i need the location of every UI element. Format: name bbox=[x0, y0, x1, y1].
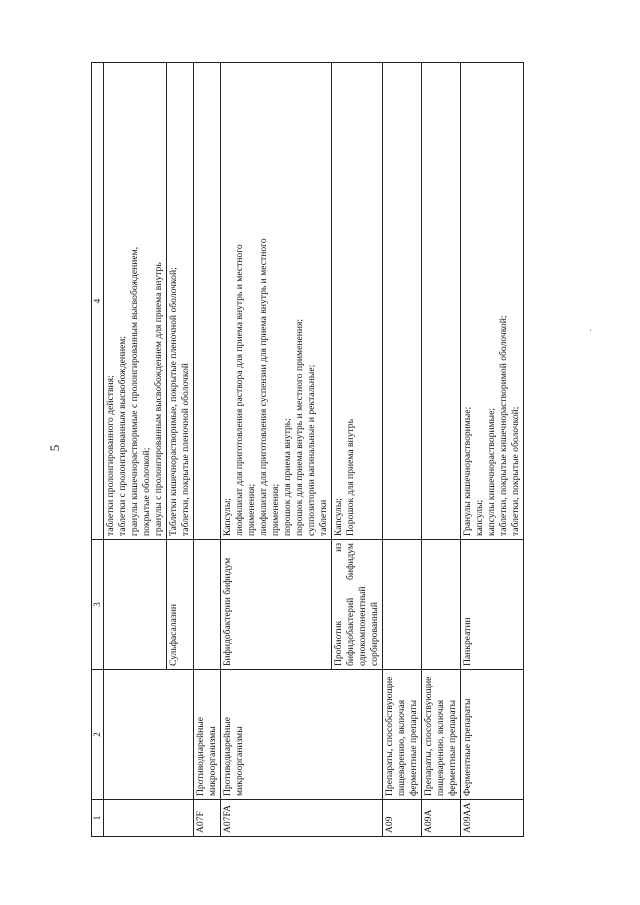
forms-cell bbox=[221, 63, 332, 540]
form-line: таблетки bbox=[317, 499, 329, 536]
page-number: 5 bbox=[47, 444, 62, 452]
table-row bbox=[421, 63, 460, 837]
form-line: Гранулы кишечнорастворимые; bbox=[461, 406, 473, 536]
drug-cell bbox=[382, 540, 421, 670]
header-col-1: 1 bbox=[92, 800, 104, 837]
drug-cell bbox=[421, 540, 460, 670]
form-line: таблетки, покрытые пленочной оболочкой bbox=[180, 363, 192, 536]
table-header-row bbox=[92, 63, 104, 837]
code-cell: A09AA bbox=[460, 800, 523, 837]
form-line: капсулы; bbox=[473, 499, 485, 536]
form-line: применения; bbox=[270, 483, 282, 536]
header-col-4: 4 bbox=[92, 63, 104, 540]
group-cell: Противодиарейные микроорганизмы bbox=[194, 670, 221, 800]
code-cell: A07FA bbox=[221, 800, 383, 837]
form-line: гранулы с пролонгированным высвобождением для приема внутрь bbox=[153, 262, 165, 536]
scan-mark: ' bbox=[590, 328, 592, 337]
form-line: Порошок для приема внутрь bbox=[344, 419, 356, 536]
table-row bbox=[382, 63, 421, 837]
form-line: лиофилизат для приготовления суспензии для приема внутрь и местного bbox=[258, 238, 270, 536]
drug-cell: Пробиотик из бифидобактерий бифидум однокомпонентный сорбированный bbox=[331, 540, 382, 670]
forms-cell bbox=[382, 63, 421, 540]
table-row bbox=[221, 63, 332, 837]
form-line: таблетки пролонгированного действия; bbox=[105, 375, 117, 536]
table-row bbox=[104, 63, 167, 837]
form-line: суппозитории вагинальные и ректальные; bbox=[306, 364, 317, 536]
drug-cell bbox=[194, 540, 221, 670]
form-line: покрытые оболочкой; bbox=[141, 447, 153, 536]
drug-cell bbox=[104, 540, 167, 670]
document-table-region bbox=[91, 62, 525, 837]
group-cell: Препараты, способствующие пищеварению, включая ферментные препараты bbox=[382, 670, 421, 800]
form-line: Таблетки кишечнорастворимые, покрытые пленочной оболочкой; bbox=[168, 267, 180, 536]
group-cell: Ферментные препараты bbox=[460, 670, 523, 800]
rotated-table-container bbox=[91, 62, 525, 837]
table-row bbox=[194, 63, 221, 837]
code-cell: A09A bbox=[421, 800, 460, 837]
drug-cell: Бифидобактерии бифидум bbox=[221, 540, 332, 670]
group-cell bbox=[104, 670, 194, 800]
group-cell: Препараты, способствующие пищеварению, включая ферментные препараты bbox=[421, 670, 460, 800]
forms-cell bbox=[421, 63, 460, 540]
code-cell: A07F bbox=[194, 800, 221, 837]
drug-cell: Сульфасалазин bbox=[167, 540, 194, 670]
form-line: капсулы кишечнорастворимые; bbox=[485, 407, 497, 536]
form-line: гранулы кишечнорастворимые с пролонгированным высвобождением, bbox=[129, 246, 141, 536]
header-col-3: 3 bbox=[92, 540, 104, 670]
drug-cell: Панкреатин bbox=[460, 540, 523, 670]
forms-cell bbox=[104, 63, 167, 540]
drug-table bbox=[91, 62, 524, 837]
forms-cell bbox=[460, 63, 523, 540]
form-line: таблетки с пролонгированным высвобождением; bbox=[117, 335, 129, 536]
forms-cell bbox=[194, 63, 221, 540]
form-line: лиофилизат для приготовления раствора для приема внутрь и местного bbox=[234, 244, 246, 536]
form-line: порошок для приема внутрь; bbox=[282, 418, 294, 536]
form-line: таблетки, покрытые кишечнорастворимой оболочкой; bbox=[497, 315, 509, 536]
forms-cell bbox=[331, 63, 382, 540]
form-line: применения; bbox=[246, 483, 258, 536]
code-cell: A09 bbox=[382, 800, 421, 837]
table-row bbox=[460, 63, 523, 837]
form-line: таблетки, покрытые оболочкой; bbox=[509, 406, 521, 536]
code-cell bbox=[104, 800, 194, 837]
form-line: Капсулы; bbox=[332, 498, 344, 536]
forms-cell bbox=[167, 63, 194, 540]
header-col-2: 2 bbox=[92, 670, 104, 800]
group-cell: Противодиарейные микроорганизмы bbox=[221, 670, 383, 800]
form-line: порошок для приема внутрь и местного применения; bbox=[294, 318, 306, 536]
form-line: Капсулы; bbox=[222, 498, 234, 536]
